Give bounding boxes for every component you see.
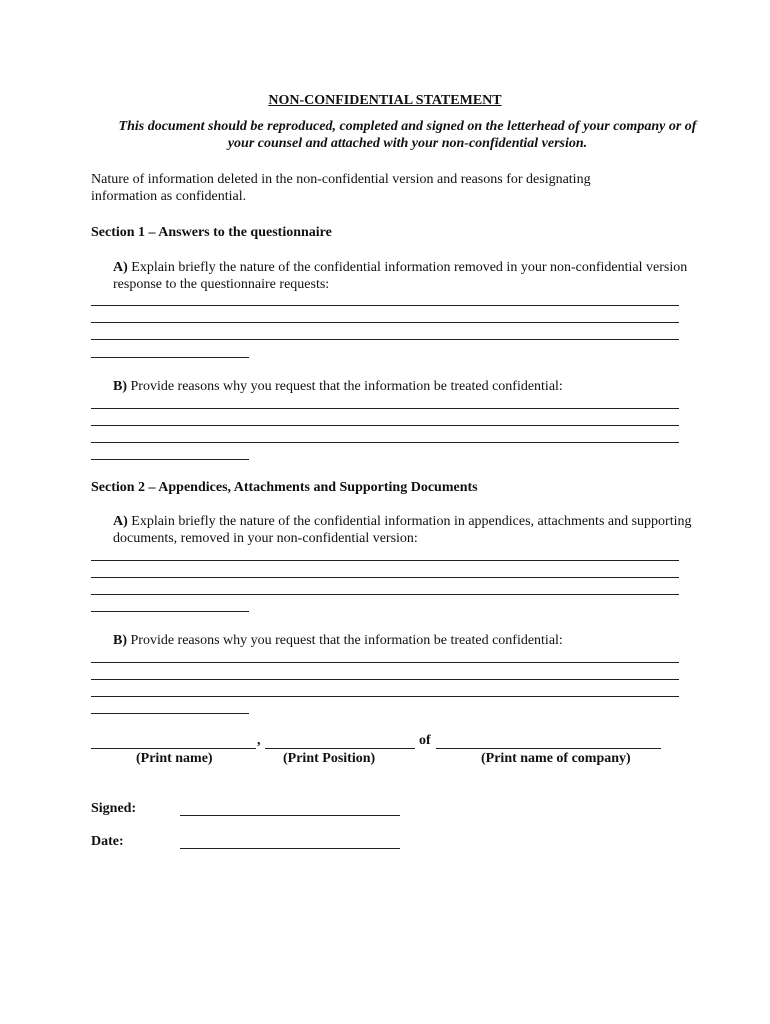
question-a-text: Explain briefly the nature of the confidential information removed in your non-confidential version response to the questionnaire requests:	[113, 260, 688, 292]
answer-line[interactable]	[91, 611, 249, 612]
print-position-line[interactable]	[265, 748, 415, 749]
question-a-label: A)	[113, 514, 128, 529]
answer-line[interactable]	[91, 425, 679, 426]
instruction-text: This document should be reproduced, completed and signed on the letterhead of your company or of your counsel and attached with your non-confidential version.	[118, 119, 697, 151]
question-b-label: B)	[113, 379, 127, 394]
answer-line[interactable]	[91, 560, 679, 561]
answer-line[interactable]	[91, 322, 679, 323]
answer-line[interactable]	[91, 442, 679, 443]
document-title: NON-CONFIDENTIAL STATEMENT	[268, 93, 502, 108]
answer-line[interactable]	[91, 713, 249, 714]
print-name-caption: (Print name)	[136, 751, 213, 766]
answer-line[interactable]	[91, 408, 679, 409]
answer-line[interactable]	[91, 357, 249, 358]
answer-line[interactable]	[91, 696, 679, 697]
section-2-question-b	[113, 632, 693, 649]
answer-line[interactable]	[91, 594, 679, 595]
signed-line[interactable]	[180, 815, 400, 816]
intro-text: Nature of information deleted in the non-confidential version and reasons for designating information as confidential.	[91, 172, 591, 204]
of-separator: of	[419, 733, 431, 748]
date-line[interactable]	[180, 848, 400, 849]
question-b-label: B)	[113, 633, 127, 648]
answer-line[interactable]	[91, 679, 679, 680]
question-a-text: Explain briefly the nature of the confidential information in appendices, attachments and supporting documents, removed in your non-confidential version:	[113, 514, 692, 546]
section-1-question-b	[113, 378, 693, 395]
question-b-text: Provide reasons why you request that the information be treated confidential:	[130, 633, 563, 648]
comma-separator: ,	[257, 733, 261, 748]
date-label: Date:	[91, 834, 124, 849]
section-2-heading: Section 2 – Appendices, Attachments and Supporting Documents	[91, 480, 478, 495]
answer-line[interactable]	[91, 305, 679, 306]
answer-line[interactable]	[91, 339, 679, 340]
print-company-caption: (Print name of company)	[481, 751, 631, 766]
print-name-line[interactable]	[91, 748, 256, 749]
section-2-question-a	[113, 513, 693, 547]
print-position-caption: (Print Position)	[283, 751, 376, 766]
section-1-question-a	[113, 259, 693, 293]
section-1-heading: Section 1 – Answers to the questionnaire	[91, 225, 332, 240]
signed-label: Signed:	[91, 801, 137, 816]
question-b-text: Provide reasons why you request that the information be treated confidential:	[130, 379, 563, 394]
answer-line[interactable]	[91, 662, 679, 663]
question-a-label: A)	[113, 260, 128, 275]
print-company-line[interactable]	[436, 748, 661, 749]
answer-line[interactable]	[91, 577, 679, 578]
answer-line[interactable]	[91, 459, 249, 460]
